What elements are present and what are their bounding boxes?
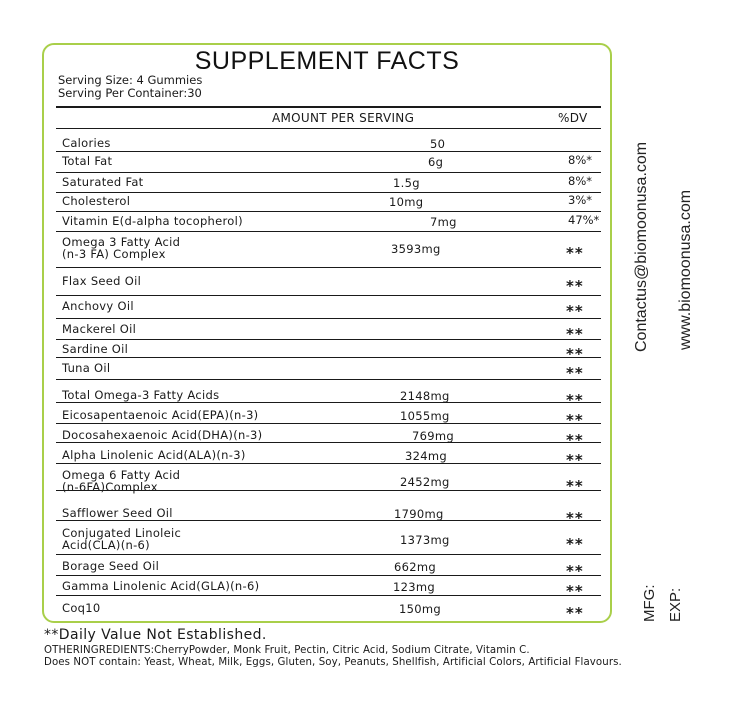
row-divider: [56, 318, 601, 319]
nutrient-name: Mackerel Oil: [62, 322, 137, 336]
daily-value-not-established: **: [566, 411, 584, 429]
row-divider: [56, 402, 601, 403]
nutrient-name: Saturated Fat: [62, 175, 144, 189]
nutrient-name: Docosahexaenoic Acid(DHA)(n-3): [62, 428, 263, 442]
nutrient-amount: 1373mg: [400, 533, 450, 547]
panel-title: SUPPLEMENT FACTS: [194, 47, 460, 75]
website: www.biomoonusa.com: [677, 189, 694, 350]
nutrient-amount: 3593mg: [391, 242, 441, 256]
header-rule-bottom: [56, 128, 601, 129]
nutrient-name: Borage Seed Oil: [62, 559, 160, 573]
supplement-facts-panel: [42, 43, 612, 623]
nutrient-amount: 662mg: [394, 560, 436, 574]
nutrient-name: Anchovy Oil: [62, 299, 134, 313]
other-ingredients: OTHERINGREDIENTS:CherryPowder, Monk Fruit, Pectin, Citric Acid, Sodium Citrate, Vitamin C.: [44, 645, 530, 656]
nutrient-amount: 1790mg: [394, 507, 444, 521]
daily-value-not-established: **: [566, 277, 584, 295]
daily-value-not-established: **: [566, 302, 584, 320]
nutrient-amount: 1.5g: [393, 176, 420, 190]
contact-email: Contactus@biomoonusa.com: [633, 141, 650, 352]
nutrient-name: Omega 6 Fatty Acid (n-6FA)Complex: [62, 468, 181, 494]
nutrient-name: Gamma Linolenic Acid(GLA)(n-6): [62, 579, 260, 593]
daily-value-not-established: **: [566, 477, 584, 495]
row-divider: [56, 490, 601, 491]
nutrient-amount: 150mg: [399, 602, 441, 616]
nutrient-name: Eicosapentaenoic Acid(EPA)(n-3): [62, 408, 259, 422]
row-divider: [56, 192, 601, 193]
nutrient-amount: 769mg: [412, 429, 454, 443]
row-divider: [56, 463, 601, 464]
nutrient-amount: 50: [430, 137, 446, 151]
exp-label: EXP:: [667, 587, 684, 622]
nutrient-amount: 123mg: [393, 580, 435, 594]
nutrient-amount: 6g: [428, 155, 444, 169]
nutrient-amount: 324mg: [405, 449, 447, 463]
row-divider: [56, 211, 601, 212]
amount-per-serving-header: AMOUNT PER SERVING: [272, 111, 415, 125]
row-divider: [56, 575, 601, 576]
daily-value-not-established: **: [566, 431, 584, 449]
daily-value-percent: 3%*: [568, 193, 592, 207]
row-divider: [56, 520, 601, 521]
daily-value-percent: 47%*: [568, 213, 600, 227]
daily-value-not-established: **: [566, 509, 584, 527]
nutrient-name: Tuna Oil: [62, 361, 111, 375]
nutrient-amount: 10mg: [389, 195, 424, 209]
daily-value-not-established: **: [566, 451, 584, 469]
nutrient-name: Cholesterol: [62, 194, 131, 208]
row-divider: [56, 231, 601, 232]
serving-size: Serving Size: 4 Gummies: [58, 73, 203, 87]
row-divider: [56, 339, 601, 340]
nutrient-name: Total Fat: [62, 154, 113, 168]
row-divider: [56, 442, 601, 443]
mfg-label: MFG:: [641, 584, 658, 622]
daily-value-note: **Daily Value Not Established.: [44, 627, 267, 643]
nutrient-amount: 2148mg: [400, 389, 450, 403]
row-divider: [56, 151, 601, 152]
nutrient-name: Safflower Seed Oil: [62, 506, 173, 520]
daily-value-not-established: **: [566, 582, 584, 600]
nutrient-name: Omega 3 Fatty Acid (n-3 FA) Complex: [62, 235, 181, 261]
daily-value-percent: 8%*: [568, 174, 592, 188]
nutrient-name: Conjugated Linoleic Acid(CLA)(n-6): [62, 526, 182, 552]
daily-value-not-established: **: [566, 391, 584, 409]
daily-value-not-established: **: [566, 535, 584, 553]
nutrient-name: Sardine Oil: [62, 342, 129, 356]
daily-value-not-established: **: [566, 325, 584, 343]
nutrient-name: Flax Seed Oil: [62, 274, 142, 288]
allergen-statement: Does NOT contain: Yeast, Wheat, Milk, Eggs, Gluten, Soy, Peanuts, Shellfish, Artificial Colors, Artificial Flavours.: [44, 657, 622, 668]
nutrient-name: Coq10: [62, 601, 101, 615]
row-divider: [56, 267, 601, 268]
nutrient-amount: 7mg: [430, 215, 457, 229]
dv-header: %DV: [558, 111, 588, 125]
nutrient-name: Total Omega-3 Fatty Acids: [62, 388, 220, 402]
servings-per-container: Serving Per Container:30: [58, 86, 202, 100]
row-divider: [56, 595, 601, 596]
daily-value-not-established: **: [566, 604, 584, 622]
nutrient-name: Alpha Linolenic Acid(ALA)(n-3): [62, 448, 246, 462]
header-rule-top: [56, 106, 601, 108]
row-divider: [56, 295, 601, 296]
row-divider: [56, 379, 601, 380]
row-divider: [56, 554, 601, 555]
row-divider: [56, 423, 601, 424]
daily-value-not-established: **: [566, 244, 584, 262]
daily-value-not-established: **: [566, 562, 584, 580]
row-divider: [56, 172, 601, 173]
nutrient-name: Calories: [62, 136, 111, 150]
nutrient-amount: 1055mg: [400, 409, 450, 423]
daily-value-percent: 8%*: [568, 153, 592, 167]
nutrient-amount: 2452mg: [400, 475, 450, 489]
daily-value-not-established: **: [566, 345, 584, 363]
daily-value-not-established: **: [566, 364, 584, 382]
nutrient-name: Vitamin E(d-alpha tocopherol): [62, 214, 243, 228]
row-divider: [56, 357, 601, 358]
